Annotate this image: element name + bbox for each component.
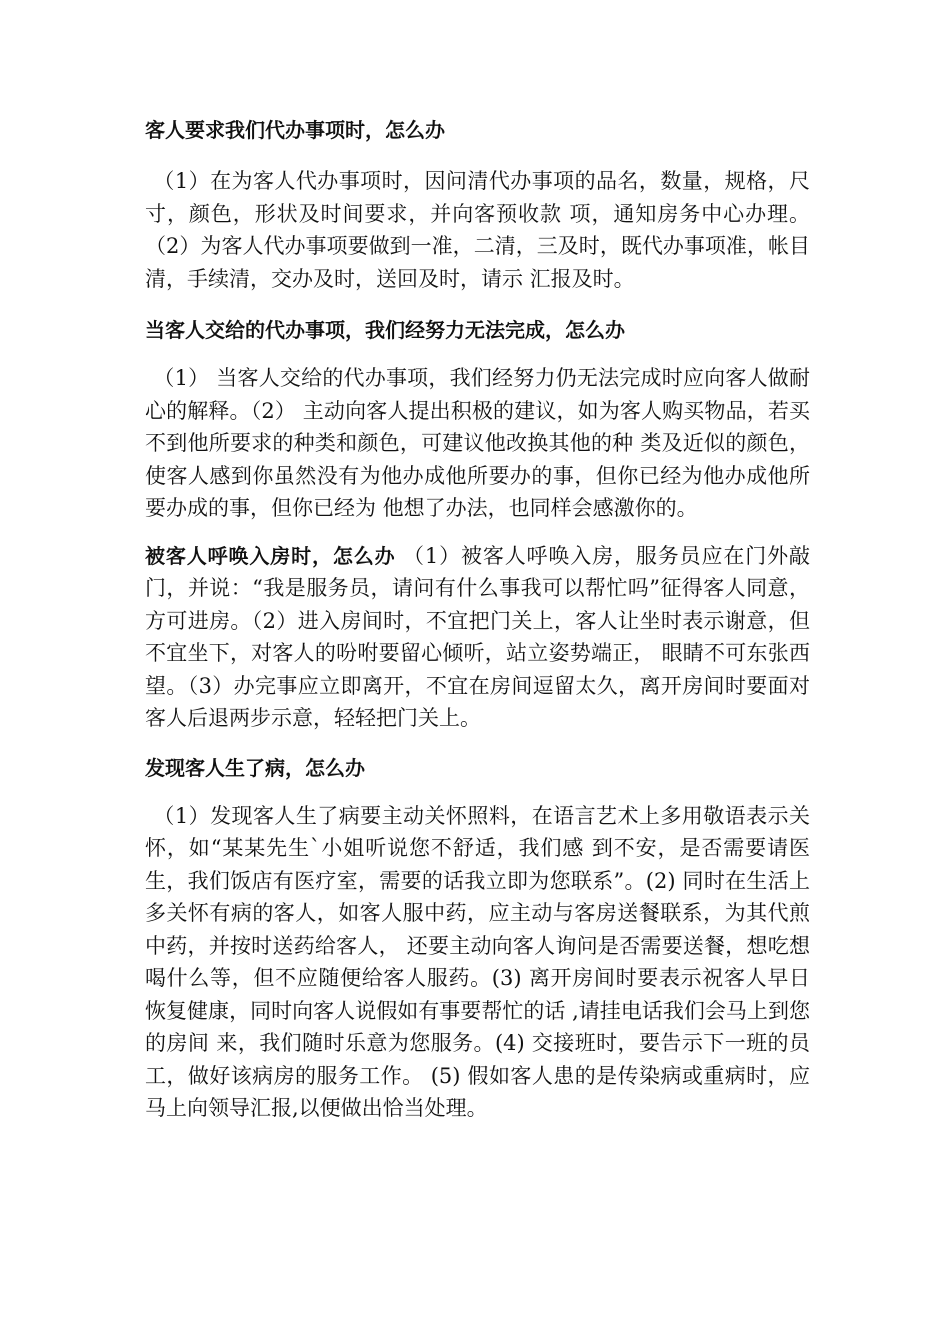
section-heading-errand-request: 客人要求我们代办事项时，怎么办 <box>145 118 445 142</box>
section-heading-called-into-room: 被客人呼唤入房时，怎么办 <box>145 543 396 568</box>
section-called-into-room <box>145 540 810 735</box>
section-body-errand-request: （1）在为客人代办事项时，因问清代办事项的品名，数量，规格，尺寸，颜色，形状及时间要求，并向客预收款 项，通知房务中心办理。（2）为客人代办事项要做到一准，二清，三及时，既代办事项准，帐目清，手续清，交办及时，送回及时，请示 汇报及时。 <box>145 169 810 291</box>
section-heading-guest-sick: 发现客人生了病，怎么办 <box>145 755 365 780</box>
document-page <box>145 114 810 1125</box>
section-body-errand-failed: （1） 当客人交给的代办事项，我们经努力仍无法完成时应向客人做耐心的解释。（2） 主动向客人提出积极的建议，如为客人购买物品，若买不到他所要求的种类和颜色，可建议他改换其他的种 类及近似的颜色，使客人感到你虽然没有为他办成他所要办的事，但你已经为他办成他所要办成的事，但你已经为 他想了办法，也同样会感激你的。 <box>145 366 810 520</box>
section-heading-errand-failed: 当客人交给的代办事项，我们经努力无法完成，怎么办 <box>145 318 625 342</box>
section-body-guest-sick: （1）发现客人生了病要主动关怀照料，在语言艺术上多用敬语表示关怀，如“某某先生`小姐听说您不舒适，我们感 到不安，是否需要请医生，我们饭店有医疗室，需要的话我立即为您联系”。(2) 同时在生活上多关怀有病的客人，如客人服中药，应主动与客房送餐联系，为其代煎中药，并按时送药给客人， 还要主动向客人询问是否需要送餐，想吃想喝什么等，但不应随便给客人服药。(3) 离开房间时要表示祝客人早日恢复健康，同时向客人说假如有事要帮忙的话 ,请挂电话我们会马上到您的房间 来，我们随时乐意为您服务。(4) 交接班时，要告示下一班的员工，做好该病房的服务工作。 (5) 假如客人患的是传染病或重病时，应马上向领导汇报,以便做出恰当处理。 <box>145 803 810 1120</box>
section-body-called-into-room: （1）被客人呼唤入房，服务员应在门外敲门，并说：“我是服务员，请问有什么事我可以帮忙吗”征得客人同意， 方可进房。（2）进入房间时，不宜把门关上，客人让坐时表示谢意，但不宜坐下，对客人的吩咐要留心倾听，站立姿势端正， 眼睛不可东张西望。（3）办完事应立即离开，不宜在房间逗留太久，离开房间时要面对客人后退两步示意，轻轻把门关上。 <box>145 543 810 730</box>
